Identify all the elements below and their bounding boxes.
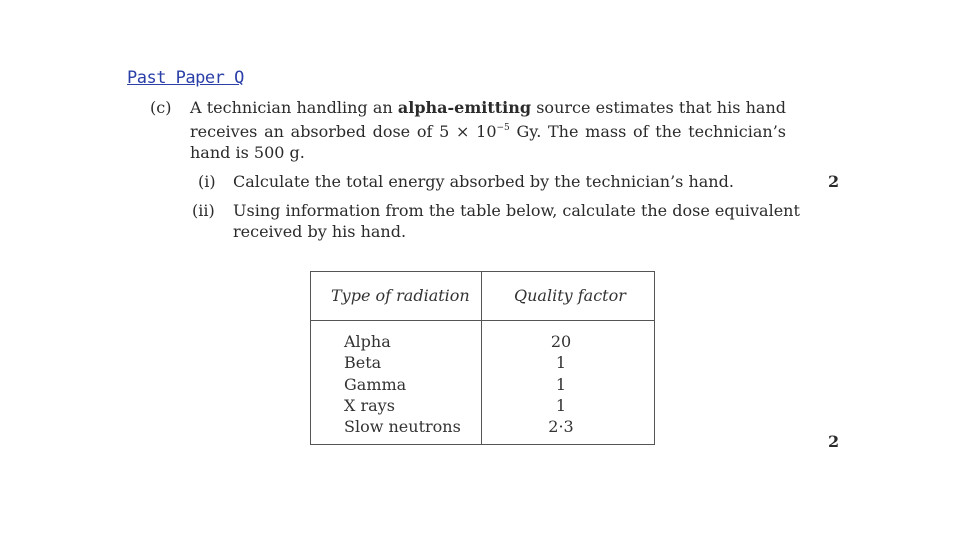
sub-question-ii-text (233, 200, 800, 242)
sub-question-ii-label: (ii) (192, 201, 215, 220)
table-row-type: Gamma (344, 374, 407, 394)
page-heading: Past Paper Q (127, 68, 244, 88)
sub-question-i-marks: 2 (828, 172, 840, 191)
sub-question-ii-line-1: Using information from the table below, calculate the dose equivalent (233, 201, 800, 220)
sub-question-i-text: Calculate the total energy absorbed by the technician’s hand. (233, 172, 734, 191)
table-row-type: Alpha (344, 332, 391, 351)
table-column-divider (481, 272, 482, 444)
table-row-factor: 20 (550, 332, 572, 351)
intro-line-3: hand is 500 g. (190, 143, 305, 162)
bold-term: alpha-emitting (397, 98, 532, 117)
part-label: (c) (150, 98, 172, 117)
table-row-type: Slow neutrons (344, 417, 461, 437)
table-header-divider (311, 320, 654, 321)
table-row-factor: 1 (555, 395, 567, 415)
table-row-factor: 2·3 (548, 417, 574, 437)
radiation-type-column (344, 331, 461, 437)
quality-factor-table (310, 271, 655, 445)
question-intro (190, 97, 786, 163)
table-row-factor: 1 (555, 374, 567, 394)
intro-line-2: receives an absorbed dose of $5 \times 10^{-5}$ Gy. The mass of the technician’s (190, 122, 787, 141)
table-row-factor: 1 (555, 353, 567, 373)
sub-question-i-label: (i) (198, 172, 216, 191)
sub-question-ii-marks: 2 (828, 432, 840, 451)
header-type-of-radiation: Type of radiation (331, 286, 470, 305)
sub-question-ii-line-2: received by his hand. (233, 222, 407, 241)
table-row-type: X rays (344, 395, 395, 415)
header-quality-factor: Quality factor (514, 286, 626, 305)
table-row-type: Beta (344, 353, 382, 373)
exponent: −5 (496, 123, 510, 133)
intro-line-1: A technician handling an alpha-emitting source estimates that his hand (190, 98, 786, 117)
quality-factor-column (541, 331, 581, 437)
